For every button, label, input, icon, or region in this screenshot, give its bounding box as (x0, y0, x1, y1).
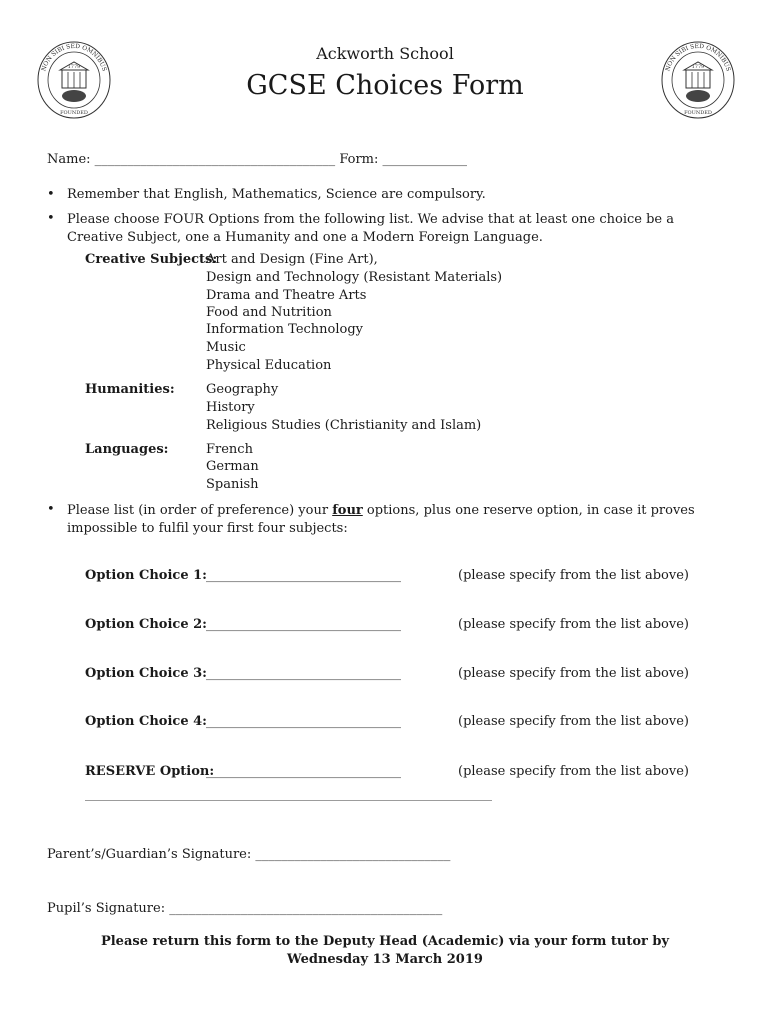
subject-item: Design and Technology (Resistant Materials) (206, 270, 503, 285)
bullet-icon: • (47, 211, 55, 226)
subject-item: Information Technology (206, 322, 364, 337)
bullet-icon: • (47, 187, 55, 202)
parent-signature-row (47, 847, 450, 862)
pupil-signature-field[interactable]: __________________________________________ (169, 901, 443, 916)
svg-text:1779: 1779 (691, 64, 705, 70)
separator-line: __________________________________________________________________________ (85, 788, 492, 801)
subject-item: Food and Nutrition (206, 305, 332, 320)
name-label: Name: (47, 152, 91, 167)
option-choice-3-field[interactable]: ______________________________ (206, 666, 401, 681)
option-hint: (please specify from the list above) (458, 714, 689, 729)
subject-item: Spanish (206, 477, 259, 492)
list-instruction: Please list (in order of preference) your four options, plus one reserve option, in case it proves impossible to fulfil your first four subjects: (67, 503, 695, 536)
subject-item: French (206, 442, 253, 457)
form-title: GCSE Choices Form (246, 70, 524, 101)
school-name: Ackworth School (316, 44, 454, 63)
subject-item: Art and Design (Fine Art), (206, 252, 378, 267)
subject-item: Physical Education (206, 358, 332, 373)
option-choice-2-field[interactable]: ______________________________ (206, 617, 401, 632)
option-hint: (please specify from the list above) (458, 764, 689, 779)
option-hint: (please specify from the list above) (458, 568, 689, 583)
humanities-label: Humanities: (85, 382, 175, 397)
option-choice-3-label: Option Choice 3: (85, 666, 207, 681)
subject-item: History (206, 400, 255, 415)
name-row (47, 152, 467, 167)
choose-note: Please choose FOUR Options from the following list. We advise that at least one choice be a Creative Subject, one a Humanity and one a Modern Foreign Language. (67, 212, 674, 245)
return-instruction: Please return this form to the Deputy Head (Academic) via your form tutor by (100, 934, 670, 949)
option-choice-4-label: Option Choice 4: (85, 714, 207, 729)
reserve-option-field[interactable]: ______________________________ (206, 764, 401, 779)
option-choice-2-label: Option Choice 2: (85, 617, 207, 632)
parent-signature-label: Parent’s/Guardian’s Signature: (47, 847, 252, 862)
creative-label: Creative Subjects: (85, 252, 218, 267)
svg-text:NON SIBI SED OMNIBUS: NON SIBI SED OMNIBUS (664, 42, 732, 73)
subject-item: German (206, 459, 259, 474)
form-field[interactable]: _____________ (382, 152, 468, 167)
svg-text:1779: 1779 (67, 64, 81, 70)
option-choice-1-label: Option Choice 1: (85, 568, 207, 583)
parent-signature-field[interactable]: ______________________________ (255, 847, 451, 862)
svg-text:FOUNDED: FOUNDED (684, 110, 712, 116)
subject-item: Music (206, 340, 246, 355)
compulsory-note: Remember that English, Mathematics, Science are compulsory. (67, 187, 486, 202)
bullet-icon: • (47, 502, 55, 517)
option-choice-4-field[interactable]: ______________________________ (206, 714, 401, 729)
languages-label: Languages: (85, 442, 169, 457)
form-label: Form: (339, 152, 379, 167)
svg-text:NON SIBI SED OMNIBUS: NON SIBI SED OMNIBUS (40, 42, 108, 73)
option-choice-1-field[interactable]: ______________________________ (206, 568, 401, 583)
option-hint: (please specify from the list above) (458, 617, 689, 632)
pupil-signature-label: Pupil’s Signature: (47, 901, 166, 916)
option-hint: (please specify from the list above) (458, 666, 689, 681)
svg-text:FOUNDED: FOUNDED (60, 110, 88, 116)
pupil-signature-row (47, 901, 442, 916)
name-field[interactable]: _____________________________________ (94, 152, 336, 167)
four-emphasis: four (332, 503, 363, 518)
subject-item: Drama and Theatre Arts (206, 288, 367, 303)
subject-item: Geography (206, 382, 279, 397)
reserve-option-label: RESERVE Option: (85, 764, 215, 779)
subject-item: Religious Studies (Christianity and Islam) (206, 418, 482, 433)
return-deadline: Wednesday 13 March 2019 (287, 952, 483, 967)
